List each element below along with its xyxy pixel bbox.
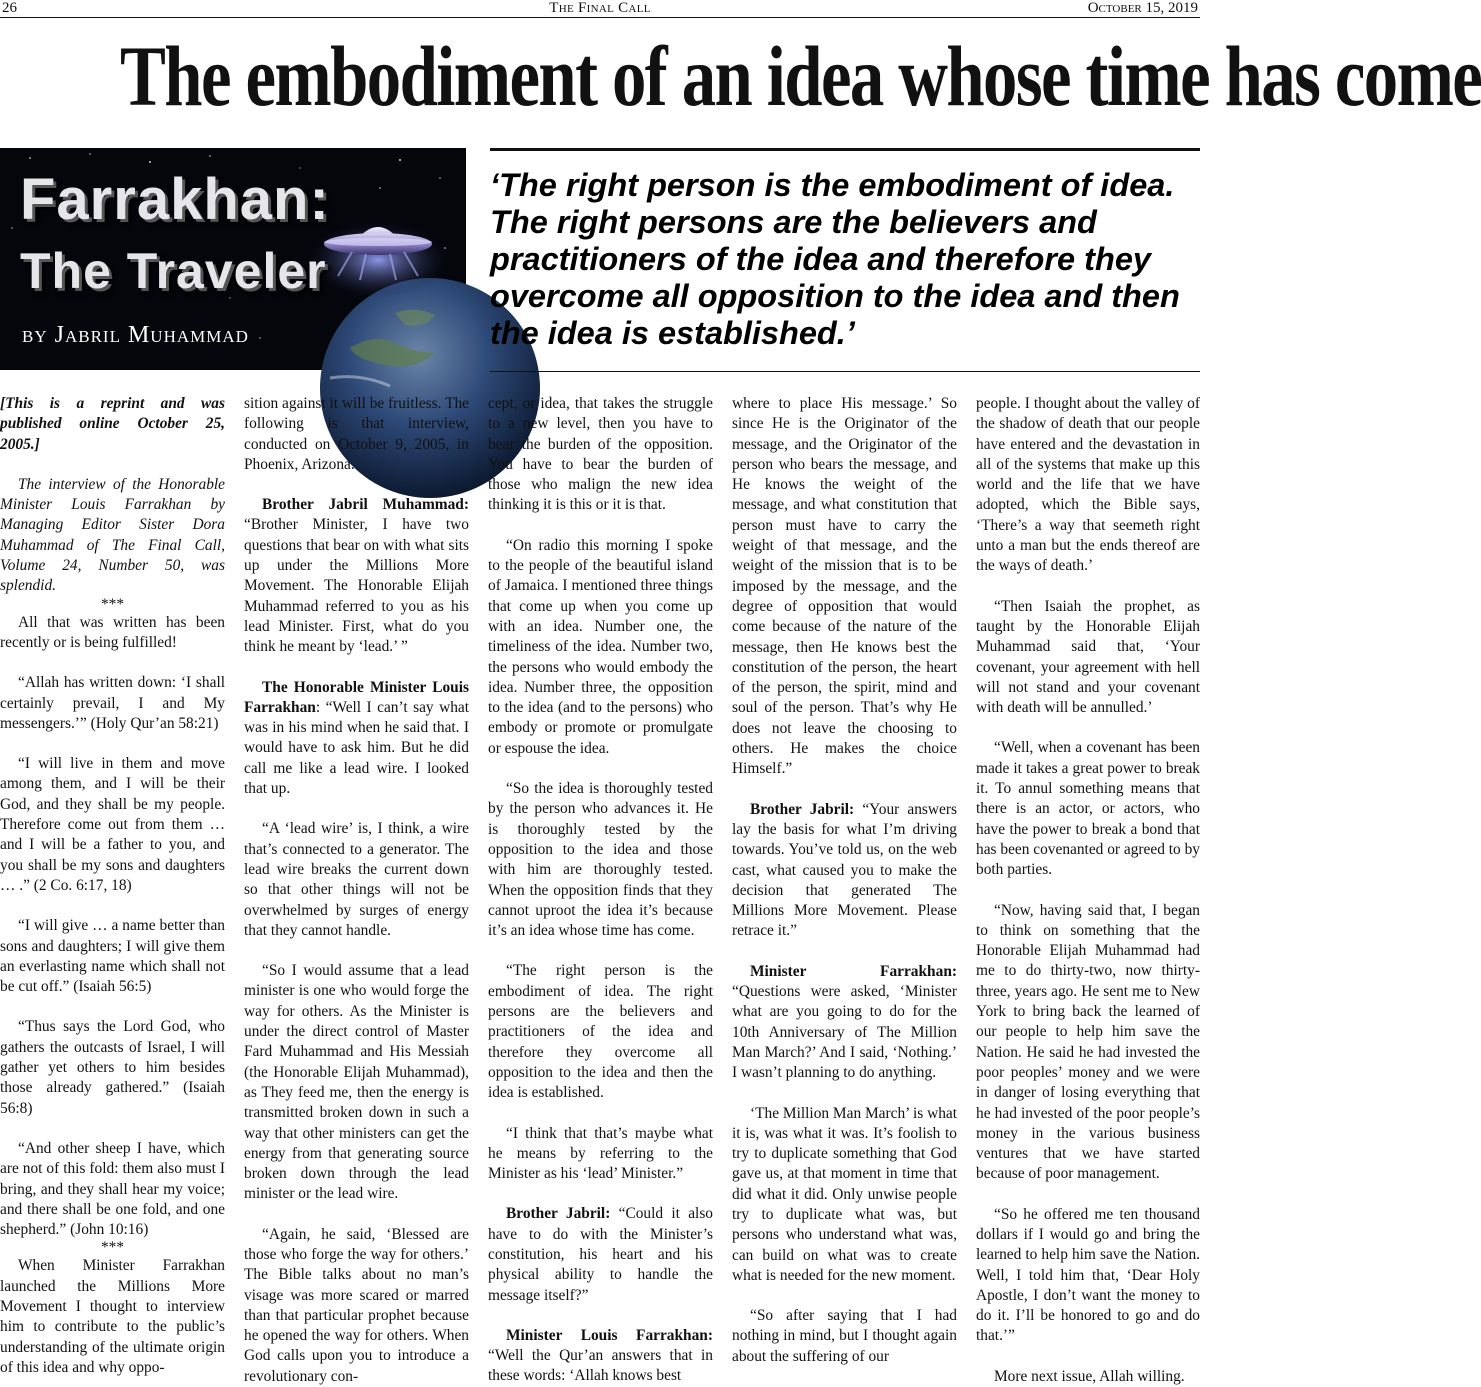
paragraph: “And other sheep I have, which are not of this fold: them also must I bring, and they shall hear my voice; and there shall be one fold, and one shepherd.” (John 10:16)	[0, 1139, 225, 1239]
paragraph: “So I would assume that a lead minister is one who would forge the way for others. As the Minister is under the direct control of Master Fard Muhammad and His Messiah (the Honorable Elijah Muhammad), as They feed me, then the energy is transmitted broken down in such a way that other ministers can get the energy from that generating source broken down through the lead minister or the lead wire.	[244, 962, 469, 1203]
issue-date: October 15, 2019	[1087, 0, 1198, 16]
paragraph: people. I thought about the valley of the shadow of death that our people have entered and the devastation in all of the systems that make up this world and the life that we have adopted, which the Bible says, ‘There’s a way that seemeth right unto a man but the ends thereof are the ways of death.’	[976, 395, 1200, 575]
speaker-name: Brother Jabril:	[506, 1205, 611, 1223]
paragraph: “Allah has written down: ‘I shall certainly prevail, I and My messengers.’” (Holy Qur’an 58:21)	[0, 674, 225, 732]
headline: The embodiment of an idea whose time has come	[120, 28, 1481, 124]
article-column-5	[976, 394, 1200, 1385]
pull-quote-box	[490, 148, 1200, 372]
interview-paragraph	[488, 1204, 713, 1305]
paragraph: “Then Isaiah the prophet, as taught by the Honorable Elijah Muhammad said that, ‘Your covenant, your agreement with hell will not stand and your covenant with death will be annulled.’	[976, 597, 1200, 717]
closing-note: More next issue, Allah willing.	[994, 1367, 1185, 1385]
section-separator: ***	[100, 1239, 125, 1257]
paragraph: “So the idea is thoroughly tested by the person who advances it. He is thoroughly tested by the opposition to the idea and those with him are thoroughly tested. When the opposition finds that they cannot uproot the idea it’s because it’s an idea whose time has come.	[488, 780, 713, 940]
intro-paragraph: The interview of the Honorable Minister Louis Farrakhan by Managing Editor Sister Dora Muhammad of The Final Call, Volume 24, Number 50, was splendid.	[0, 475, 225, 595]
paragraph: All that was written has been recently or is being fulfilled!	[0, 613, 225, 651]
banner-title-line1: Farrakhan:	[20, 167, 330, 232]
paragraph: “I will live in them and move among them, and I will be their God, and they shall be my people. Therefore come out from them … and I will be a father to you, and you shall be my sons and daughters … .” (2 Co. 6:17, 18)	[0, 755, 225, 894]
paragraph-text: “Questions were asked, ‘Minister what are you going to do for the 10th Anniversary of The Million Man March?’ And I said, ‘Nothing.’ I wasn’t planning to do anything.	[732, 983, 957, 1082]
interview-paragraph	[244, 678, 469, 800]
paragraph: “Now, having said that, I began to think on something that the Honorable Elijah Muhammad had me to do thirty-two, now thirty-three, years ago. He sent me to New York to bring back the learned of our people to help him save the Nation. He said he had invested the poor peoples’ money and we were in danger of losing everything that he had invested of the poor people’s money in the various business ventures that we have started because of poor management.	[976, 901, 1200, 1183]
paragraph-text: : “Well I can’t say what was in his mind when he said that. I would have to ask him. But he did call me like a lead wire. I looked that up.	[244, 698, 469, 798]
article-column-4	[732, 394, 958, 1365]
speaker-name: Brother Jabril Muhammad:	[262, 496, 469, 514]
paragraph: “So he offered me ten thousand dollars if I would go and bring the learned to help him save the Nation. Well, I told him that, ‘Dear Holy Apostle, I don’t want the money to do it. I’ll be honored to go and do that.’”	[976, 1205, 1200, 1345]
paragraph: “On radio this morning I spoke to the people of the beautiful island of Jamaica. I mentioned three things that come up when you come up with an idea. Number one, the timeliness of the idea. Number two, the persons who would embody the idea. Number three, the opposition to the idea (and to the persons) who embody or promote or promulgate or espouse the idea.	[488, 536, 713, 757]
speaker-name: The Honorable Minister Louis Farrakhan	[244, 678, 469, 716]
speaker-name: Brother Jabril:	[750, 800, 855, 818]
paragraph: “Again, he said, ‘Blessed are those who forge the way for others.’ The Bible talks about no man’s visage was more scared or marred than that particular prophet because he opened the way for others. When God calls upon you to introduce a revolutionary con-	[244, 1225, 469, 1385]
paragraph: “So after saying that I had nothing in mind, but I thought again about the suffering of our	[732, 1307, 957, 1365]
article-column-1	[0, 394, 225, 1376]
paragraph: “I will give … a name better than sons and daughters; I will give them an everlasting name which shall not be cut off.” (Isaiah 56:5)	[0, 917, 225, 996]
page-header	[0, 0, 1200, 18]
publication-name: The Final Call	[549, 0, 651, 16]
paragraph-text: “Well the Qur’an answers that in these words: ‘Allah knows best	[488, 1347, 713, 1385]
paragraph: where to place His message.’ So since He is the Originator of the message, and the Originator of the person who bears the message, and He knows the weight of the message, and what constitution that person must have to carry the weight of that message, and the weight of the mission that is to be imposed by the message, and the degree of opposition that would come because of the nature of the message, then He knows best the constitution of the person, the heart of the person, the spirit, mind and soul of the person. That’s why He does not leave the choosing to others. He makes the choice Himself.”	[732, 395, 957, 778]
banner-title-line2: The Traveler	[20, 243, 327, 299]
paragraph: “I think that that’s maybe what he means by referring to the Minister as his ‘lead’ Minister.”	[488, 1124, 713, 1183]
article-column-2	[244, 394, 469, 1385]
paragraph-text: “Brother Minister, I have two questions that bear on with what sits up under the Millions More Movement. The Honorable Elijah Muhammad referred to you as his lead Minister. First, what do you think he meant by ‘lead.’ ”	[244, 516, 469, 656]
interview-paragraph	[488, 1326, 713, 1387]
paragraph-text: “Your answers lay the basis for what I’m driving towards. You’ve told us, on the web cast, what caused you to make the decision that generated The Millions More Movement. Please retrace it.”	[732, 800, 957, 940]
section-separator: ***	[100, 595, 125, 613]
paragraph: “Thus says the Lord God, who gathers the outcasts of Israel, I will gather yet others to him besides those already gathered.” (Isaiah 56:8)	[0, 1018, 225, 1117]
paragraph: sition against it will be fruitless. The following is that interview, conducted on October 9, 2005, in Phoenix, Arizona.	[244, 395, 469, 473]
article-column-3	[488, 394, 713, 1385]
editor-note: [This is a reprint and was published online October 25, 2005.]	[0, 395, 225, 453]
paragraph: cept, or idea, that takes the struggle to a new level, then you have to bear the burden of the opposition. You have to bear the burden of those who malign the new idea thinking it is this or it is that.	[488, 395, 713, 514]
paragraph: “The right person is the embodiment of idea. The right persons are the believers and practitioners of the idea and therefore they overcome all opposition to the idea and then the idea is established.	[488, 962, 713, 1102]
interview-paragraph	[732, 962, 957, 1084]
paragraph-text: “Could it also have to do with the Minister’s constitution, his heart and his physical ability to handle the message itself?”	[488, 1205, 713, 1304]
interview-paragraph	[732, 800, 957, 942]
interview-paragraph	[244, 495, 469, 657]
paragraph: ‘The Million Man March’ is what it is, was what it was. It’s foolish to try to duplicate something that God gave us, at that moment in time that did what it did. Only unwise people try to duplicate what was, but persons who understand what was, can build on what was to create what is needed for the new moment.	[732, 1104, 958, 1284]
speaker-name: Minister Louis Farrakhan:	[506, 1326, 713, 1344]
flying-saucer-icon	[308, 222, 448, 298]
speaker-name: Minister Farrakhan:	[750, 962, 957, 980]
paragraph: When Minister Farrakhan launched the Millions More Movement I thought to interview him to contribute to the public’s understanding of the ultimate origin of this idea and why oppo-	[0, 1257, 225, 1376]
paragraph: “Well, when a covenant has been made it takes a great power to break it. To annul something means that there is an actor, or actors, who have the power to break a bond that has been covenanted or agreed to by both parties.	[976, 739, 1200, 879]
banner-byline: by Jabril Muhammad	[22, 322, 249, 348]
page-number: 26	[2, 0, 17, 16]
pull-quote: ‘The right person is the embodiment of idea. The right persons are the believers and practitioners of the idea and therefore they overcome all opposition to the idea and then the idea is established.’	[490, 167, 1180, 351]
paragraph: “A ‘lead wire’ is, I think, a wire that’s connected to a generator. The lead wire breaks the current down so that other things will not be overwhelmed by surges of energy that they cannot handle.	[244, 820, 469, 939]
